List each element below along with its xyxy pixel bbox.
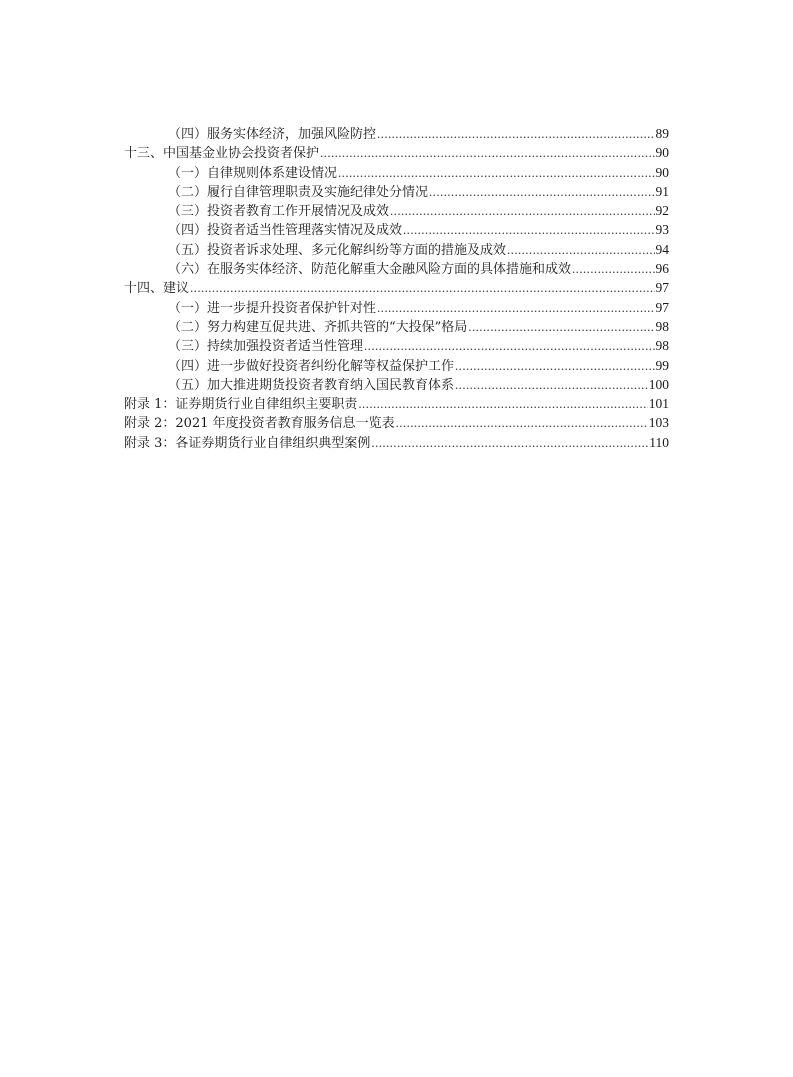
toc-entry[interactable] [124,278,669,297]
toc-entry[interactable] [124,298,669,317]
dot-leader [358,394,647,413]
toc-entry[interactable] [124,259,669,278]
dot-leader [468,317,654,336]
toc-entry-page: 103 [648,415,669,431]
toc-entry[interactable] [124,433,669,452]
toc-entry-title: 附录 2：2021 年度投资者教育服务信息一览表 [124,416,395,432]
toc-entry-page: 97 [655,280,669,296]
toc-entry-page: 90 [655,145,669,161]
dot-leader [338,163,654,182]
toc-entry-page: 96 [655,261,669,277]
toc-entry-page: 93 [655,222,669,238]
dot-leader [455,375,648,394]
dot-leader [403,220,654,239]
dot-leader [396,413,648,432]
toc-entry-page: 110 [649,434,669,450]
toc-entry-page: 97 [655,299,669,315]
toc-entry[interactable] [124,220,669,239]
toc-entry-page: 94 [655,241,669,257]
toc-entry[interactable] [124,356,669,375]
toc-entry[interactable] [124,317,669,336]
toc-entry[interactable] [124,143,669,162]
toc-entry-title: （四）投资者适当性管理落实情况及成效 [168,223,403,239]
dot-leader [429,182,654,201]
dot-leader [507,240,654,259]
toc-entry-title: 十三、中国基金业协会投资者保护 [124,146,320,162]
toc-entry[interactable] [124,240,669,259]
toc-entry-title: （五）投资者诉求处理、多元化解纠纷等方面的措施及成效 [168,242,507,258]
toc-entry[interactable] [124,336,669,355]
toc-entry-page: 90 [655,164,669,180]
toc-entry-title: （一）自律规则体系建设情况 [168,165,338,181]
table-of-contents [124,124,669,452]
toc-entry[interactable] [124,124,669,143]
toc-entry-page: 98 [655,338,669,354]
toc-entry-title: （六）在服务实体经济、防范化解重大金融风险方面的具体措施和成效 [168,262,572,278]
dot-leader [390,201,654,220]
toc-entry[interactable] [124,182,669,201]
toc-entry-page: 101 [648,396,669,412]
toc-entry-title: （一）进一步提升投资者保护针对性 [168,300,377,316]
toc-entry-page: 91 [655,183,669,199]
toc-entry-title: （二）努力构建互促共进、齐抓共管的“大投保”格局 [168,319,468,335]
toc-entry-title: （三）投资者教育工作开展情况及成效 [168,204,390,220]
toc-entry-page: 98 [655,318,669,334]
toc-entry[interactable] [124,394,669,413]
toc-entry-page: 92 [655,203,669,219]
toc-entry-page: 99 [655,357,669,373]
toc-entry[interactable] [124,201,669,220]
dot-leader [572,259,654,278]
dot-leader [377,298,654,317]
toc-entry-title: 附录 1：证券期货行业自律组织主要职责 [124,397,358,413]
dot-leader [377,124,654,143]
dot-leader [190,278,654,297]
toc-entry-page: 100 [648,376,669,392]
toc-entry-title: （二）履行自律管理职责及实施纪律处分情况 [168,184,429,200]
toc-entry[interactable] [124,413,669,432]
toc-entry[interactable] [124,163,669,182]
toc-entry-title: （四）服务实体经济，加强风险防控 [168,127,377,142]
toc-entry-title: 十四、建议 [124,281,190,297]
toc-entry-title: 附录 3：各证券期货行业自律组织典型案例 [124,435,371,451]
toc-entry-page: 89 [655,126,669,141]
dot-leader [455,356,654,375]
toc-entry-title: （四）进一步做好投资者纠纷化解等权益保护工作 [168,358,455,374]
toc-entry[interactable] [124,375,669,394]
toc-entry-title: （三）持续加强投资者适当性管理 [168,339,364,355]
dot-leader [320,143,654,162]
dot-leader [371,433,648,452]
dot-leader [364,336,654,355]
toc-entry-title: （五）加大推进期货投资者教育纳入国民教育体系 [168,377,455,393]
